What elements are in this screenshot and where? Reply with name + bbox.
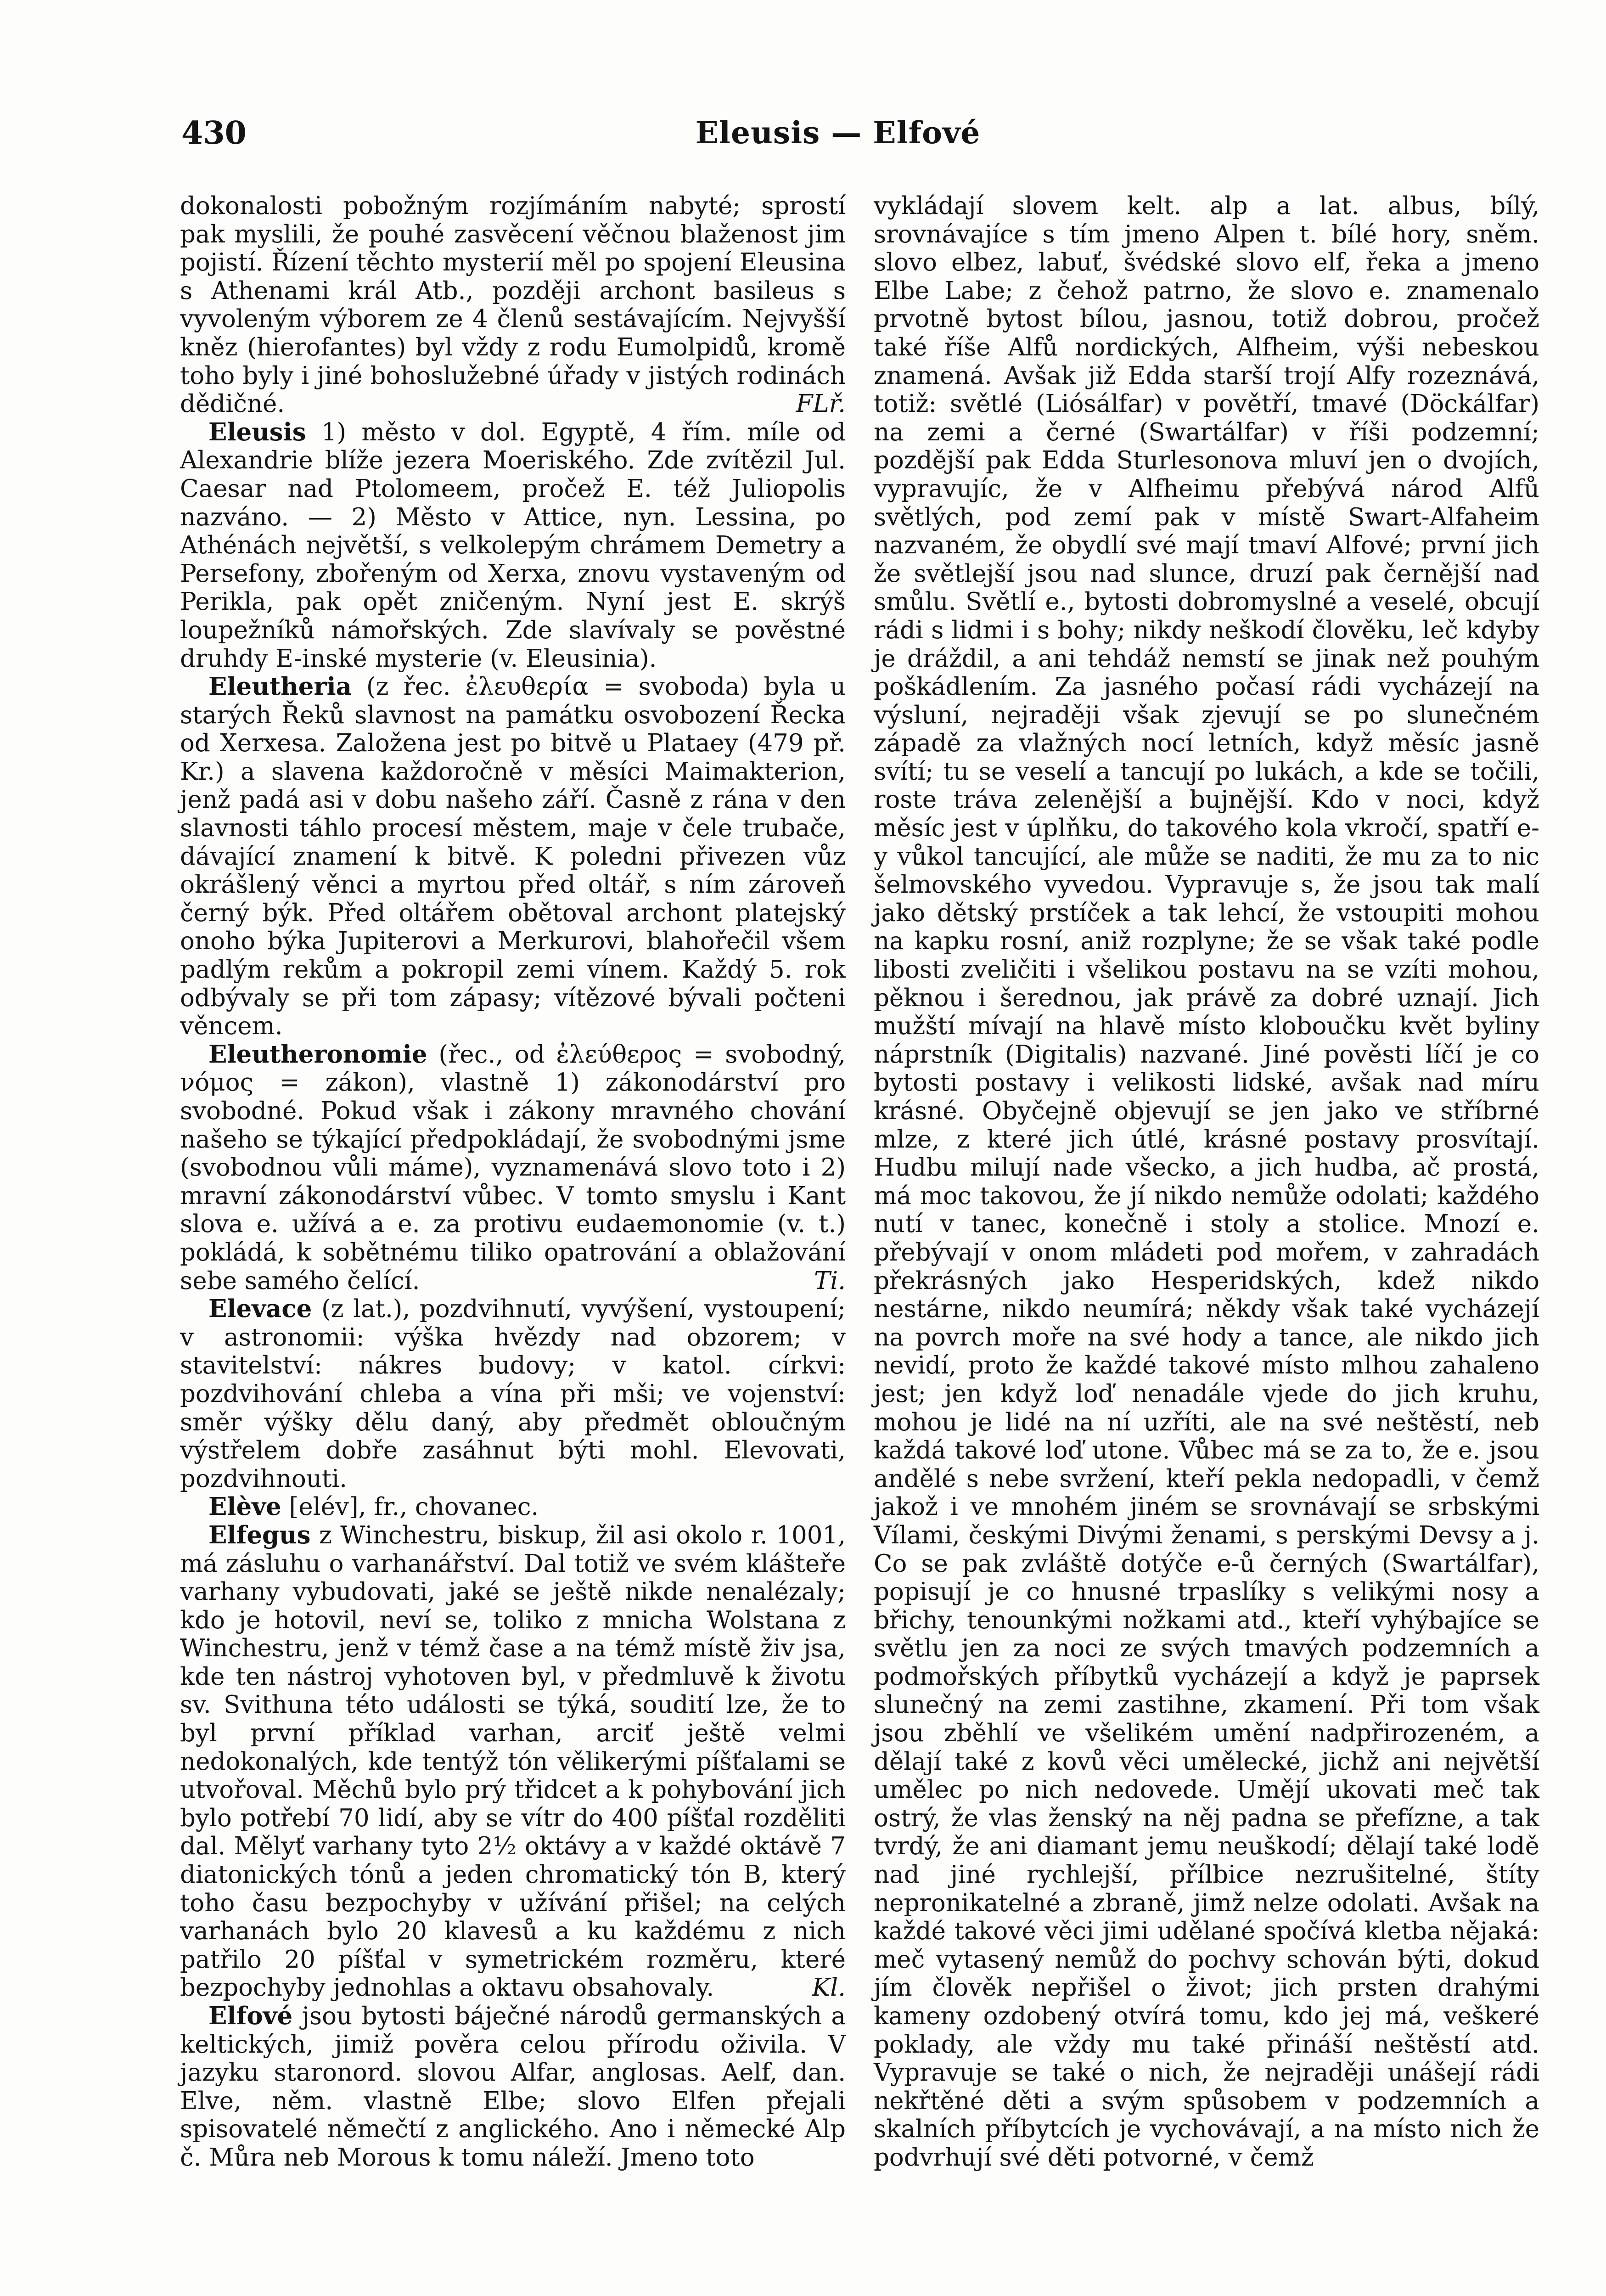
dictionary-entry (180, 673, 846, 1041)
entry-text: (z lat.), pozdvihnutí, vyvýšení, vystoupení; v astronomii: výška hvězdy nad obzorem; v stavitelství: nákres budovy; v katol. církvi: pozdvihování chleba a vína při mši; ve vojenství: směr výšky dělu daný, aby předmět obloučným výstřelem dobře zasáhnut býti mohl. Elevovati, pozdvihnouti. (180, 1295, 846, 1493)
dictionary-entry (874, 192, 1539, 2172)
dictionary-entry (180, 418, 846, 673)
entry-headword: Elève (208, 1492, 281, 1521)
dictionary-entry (180, 1295, 846, 1493)
entry-headword: Elfegus (208, 1520, 311, 1549)
entry-text: 1) město v dol. Egyptě, 4 řím. míle od Alexandrie blíže jezera Moeriského. Zde zvítězil Jul. Caesar nad Ptolomeem, pročež E. též Juliopolis nazváno. — 2) Město v Attice, nyn. Lessina, po Athénách největší, s velkolepým chrámem Demetry a Persefony, zbořeným od Xerxa, znovu vystaveným od Perikla, pak opět zničeným. Nyní jest E. skrýš loupežníků námořských. Zde slavívaly se pověstné druhdy E-inské mysterie (v. Eleusinia). (180, 418, 846, 673)
entry-text: [elév], fr., chovanec. (289, 1493, 539, 1521)
page-number: 430 (181, 115, 247, 152)
running-head: Eleusis — Elfové (695, 115, 981, 151)
entry-text: dokonalosti pobožným rozjímáním nabyté; sprostí pak myslili, že pouhé zasvěcení věčnou blaženost jim pojistí. Řízení těchto mysterií měl po spojení Eleusina s Athenami král Atb., později archont basileus s vyvoleným výborem ze 4 členů sestávajícím. Nejvyšší kněz (hierofantes) byl vždy z rodu Eumolpidů, kromě toho byly i jiné bohoslužebné úřady v jistých rodinách dědičné. (180, 192, 846, 418)
entry-text: (z řec. ἐλευθερία = svoboda) byla u starých Řeků slavnost na památku osvobození Řecka od Xerxesa. Založena jest po bitvě u Plataey (479 př. Kr.) a slavena každoročně v měsíci Maimakterion, jenž padá asi v dobu našeho září. Časně z rána v den slavnosti táhlo procesí městem, maje v čele trubače, dávající znamení k bitvě. K poledni přivezen vůz okrášlený věnci a myrtou před oltář, s ním zároveň černý býk. Před oltářem obětoval archont platejský onoho býka Jupiterovi a Merkurovi, blahořečil všem padlým rekům a pokropil zemi vínem. Každý 5. rok odbývaly se při tom zápasy; vítězové bývali počteni věncem. (180, 673, 846, 1041)
dictionary-entry (180, 2002, 846, 2172)
dictionary-entry (180, 1521, 846, 2002)
entry-headword: Eleutheria (208, 672, 352, 701)
entry-headword: Elfové (208, 2002, 293, 2030)
entry-text: z Winchestru, biskup, žil asi okolo r. 1001, má zásluhu o varhanářství. Dal totiž ve svém klášteře varhany vybudovati, jaké se ještě nikde nenalézaly; kdo je hotovil, neví se, toliko z mnicha Wolstana z Winchestru, jenž v témž čase a na témž místě živ jsa, kde ten nástroj vyhotoven byl, v předmluvě k životu sv. Svithuna této události se týká, soudití lze, že to byl první příklad varhan, arciť ještě velmi nedokonalých, kde tentýž tón vělikerými píšťalami se utvořoval. Měchů bylo prý třidcet a k pohybování jich bylo potřebí 70 lidí, aby se vítr do 400 píšťal rozděliti dal. Mělyť varhany tyto 2½ oktávy a v každé oktávě 7 diatonických tónů a jeden chromatický tón B, který toho času bezpochyby v užívání přišel; na celých varhanách bylo 20 klavesů a ku každému z nich patřilo 20 píšťal v symetrickém rozměru, které bezpochyby jednohlas a oktavu obsahovaly. (180, 1521, 846, 2002)
entry-text: (řec., od ἐλεύθερος = svobodný, νόμος = zákon), vlastně 1) zákonodárství pro svobodné. Pokud však i zákony mravného chování našeho se týkající předpokládají, že svobodnými jsme (svobodnou vůli máme), vyznamenává slovo toto i 2) mravní zákonodárství vůbec. V tomto smyslu i Kant slova e. užívá a e. za protivu eudaemonomie (v. t.) pokládá, k sobětnému tiliko opatrování a oblažování sebe samého čelící. (180, 1040, 846, 1295)
dictionary-entry (180, 192, 846, 418)
page-header (181, 115, 1494, 165)
dictionary-entry (180, 1493, 846, 1521)
author-signature: Kl. (812, 1974, 846, 2002)
dictionary-entry (180, 1041, 846, 1295)
entry-headword: Eleutheronomie (208, 1040, 427, 1069)
author-signature: Ti. (814, 1266, 846, 1295)
entry-headword: Eleusis (208, 417, 306, 446)
entry-headword: Elevace (208, 1294, 312, 1323)
right-column (874, 192, 1539, 2296)
author-signature: FLř. (796, 390, 846, 418)
left-column (180, 192, 846, 2296)
entry-text: jsou bytosti báječné národů germanských a keltických, jimiž pověra celou přírodu oživila. V jazyku staronord. slovou Alfar, anglosas. Aelf, dan. Elve, něm. vlastně Elbe; slovo Elfen přejali spisovatelé němečtí z anglického. Ano i německé Alp č. Můra neb Morous k tomu náleží. Jmeno toto (180, 2002, 846, 2172)
entry-text: vykládají slovem kelt. alp a lat. albus, bílý, srovnávajíce s tím jmeno Alpen t. bílé hory, sněm. slovo elbez, labuť, švédské slovo elf, řeka a jmeno Elbe Labe; z čehož patrno, že slovo e. znamenalo prvotně bytost bílou, jasnou, totiž dobrou, pročež také říše Alfů nordických, Alfheim, výši nebeskou znamená. Avšak již Edda starší trojí Alfy rozeznává, totiž: světlé (Liósálfar) v povětří, tmavé (Döckálfar) na zemi a černé (Swartálfar) v říši podzemní; pozdější pak Edda Sturlesonova mluví jen o dvojích, vypravujíc, že v Alfheimu přebývá národ Alfů světlých, pod zemí pak v místě Swart-Alfaheim nazvaném, že obydlí své mají tmaví Alfové; první jich že světlejší jsou nad slunce, druzí pak černější nad smůlu. Světlí e., bytosti dobromyslné a veselé, obcují rádi s lidmi i s bohy; nikdy neškodí člověku, leč kdyby je dráždil, a ani tehdáž nemstí se jinak než pouhým poškádlením. Za jasného počasí rádi vycházejí na výsluní, nejraději však zjevují se po slunečném západě za vlažných nocí letních, když měsíc jasně svítí; tu se veselí a tancují po lukách, a kde se točili, roste tráva zelenější a bujnější. Kdo v noci, když měsíc jest v úplňku, do takového kola vkročí, spatří e-y vůkol tancující, ale může se naditi, že mu za to nic šelmovského vyvedou. Vypravuje s, že jsou tak malí jako dětský prstíček a tak lehcí, že vstoupiti mohou na kapku rosní, aniž rozplyne; že se však také podle libosti zveličiti i všelikou postavu na se vzíti mohou, pěknou i šerednou, jak právě za dobré uznají. Jich mužští mívají na hlavě místo kloboučku květ byliny náprstník (Digitalis) nazvané. Jiné pověsti líčí je co bytosti postavy i velikosti lidské, avšak nad míru krásné. Obyčejně objevují se jen jako ve stříbrné mlze, z které jich útlé, krásné postavy prosvítají. Hudbu milují nade všecko, a jich hudba, ač prostá, má moc takovou, že jí nikdo nemůže odolati; každého nutí v tanec, konečně i stoly a stolice. Mnozí e. přebývají v onom mládeti pod mořem, v zahradách překrásných jako Hesperidských, kdež nikdo nestárne, nikdo neumírá; někdy však také vycházejí na povrch moře na své hody a tance, ale nikdo jich nevidí, proto že každé takové místo mlhou zahaleno jest; jen když loď nenadále vjede do jich kruhu, mohou je lidé na ní uzříti, ale na své neštěstí, neb každá takové loď utone. Vůbec má se za to, že e. jsou andělé s nebe svržení, kteří pekla nedopadli, v čemž jakož i ve mnohém jiném se srovnávají se srbskými Vílami, českými Divými ženami, s perskými Devsy a j. Co se pak zvláště dotýče e-ů černých (Swartálfar), popisují je co hnusné trpaslíky s velikými nosy a břichy, tenounkými nožkami atd., kteří vyhýbajíce se světlu jen za noci ze svých tmavých podzemních a podmořských příbytků vycházejí a když je paprsek slunečný na zemi zastihne, zkamení. Při tom však jsou zběhlí ve všelikém umění nadpřirozeném, a dělají také z kovů věci umělecké, jichž ani největší umělec po nich nedovede. Umějí ukovati meč tak ostrý, že vlas ženský na něj padna se přefízne, a tak tvrdý, že ani diamant jemu neuškodí; dělají také lodě nad jiné rychlejší, přílbice nezrušitelné, štíty nepronikatelné a zbraně, jimž nelze odolati. Avšak na každé takové věci jimi udělané spočívá kletba nějaká: meč vytasený nemůž do pochvy schován býti, dokud jím člověk nepřišel o život; jich prsten drahými kameny ozdobený otvírá tomu, kdo jej má, veškeré poklady, ale vždy mu také přináší neštěstí atd. Vypravuje se také o nich, že nejraději unášejí rádi nekřtěné děti a svým spůsobem v podzemních a skalních příbytcích je vychovávají, a na místo nich že podvrhují své děti potvorné, v čemž (874, 192, 1539, 2172)
